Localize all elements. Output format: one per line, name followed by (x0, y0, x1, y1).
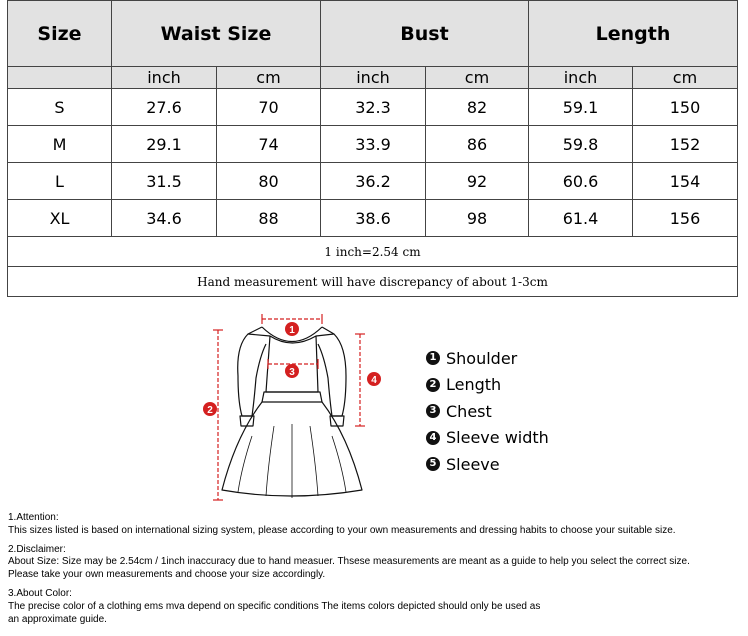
size-label: XL (8, 200, 112, 237)
legend-label: Chest (446, 401, 492, 421)
legend-item (426, 425, 549, 452)
table-cell: 154 (633, 163, 738, 200)
table-cell: 27.6 (112, 89, 217, 126)
unit-blank (8, 67, 112, 89)
table-cell: 156 (633, 200, 738, 237)
bust-header: Bust (321, 1, 529, 67)
color-text: The precise color of a clothing ems mva depend on specific conditions The items colors depicted should only be used as (8, 600, 541, 612)
measurement-legend (426, 345, 549, 478)
table-cell: 59.8 (529, 126, 633, 163)
table-cell: 36.2 (321, 163, 426, 200)
table-cell: 92 (426, 163, 529, 200)
table-cell: 38.6 (321, 200, 426, 237)
table-cell: 29.1 (112, 126, 217, 163)
legend-number: 3 (426, 404, 440, 418)
table-row (8, 163, 738, 200)
legend-label: Sleeve width (446, 428, 549, 448)
marker-3-label: 3 (289, 367, 295, 378)
table-cell: 150 (633, 89, 738, 126)
dress-measurement-diagram (200, 306, 390, 504)
table-row (8, 89, 738, 126)
attention-title: 1.Attention: (8, 512, 59, 523)
size-chart-table (7, 0, 738, 297)
table-cell: 31.5 (112, 163, 217, 200)
marker-3 (285, 364, 299, 378)
marker-2-label: 2 (207, 405, 213, 416)
color-title: 3.About Color: (8, 587, 72, 599)
legend-number: 5 (426, 457, 440, 471)
length-header: Length (529, 1, 738, 67)
unit-row (8, 67, 738, 89)
table-cell: 60.6 (529, 163, 633, 200)
table-row (8, 126, 738, 163)
legend-item (426, 398, 549, 425)
unit-cell: cm (426, 67, 529, 89)
legend-label: Shoulder (446, 348, 518, 368)
legend-number: 4 (426, 431, 440, 445)
unit-cell: cm (633, 67, 738, 89)
table-cell: 98 (426, 200, 529, 237)
table-cell: 70 (217, 89, 321, 126)
header-row (8, 1, 738, 67)
legend-label: Sleeve (446, 454, 500, 474)
unit-cell: inch (529, 67, 633, 89)
table-cell: 82 (426, 89, 529, 126)
table-cell: 74 (217, 126, 321, 163)
table-cell: 88 (217, 200, 321, 237)
unit-cell: cm (217, 67, 321, 89)
legend-item (426, 451, 549, 478)
unit-cell: inch (321, 67, 426, 89)
disclaimer-text: About Size: Size may be 2.54cm / 1inch inaccuracy due to hand measuer. Thsese measurements are meant as a guide to help you select the correct size. (8, 556, 690, 568)
discrepancy-row (8, 267, 738, 297)
table-cell: 32.3 (321, 89, 426, 126)
disclaimer-title: 2.Disclaimer: (8, 543, 66, 555)
conversion-note: 1 inch=2.54 cm (8, 237, 738, 267)
legend-item (426, 372, 549, 399)
legend-number: 1 (426, 351, 440, 365)
marker-1-label: 1 (289, 325, 295, 336)
dress-illustration (222, 327, 362, 498)
table-cell: 33.9 (321, 126, 426, 163)
table-cell: 86 (426, 126, 529, 163)
marker-1 (285, 322, 299, 336)
legend-item (426, 345, 549, 372)
table-cell: 59.1 (529, 89, 633, 126)
conversion-row (8, 237, 738, 267)
table-cell: 34.6 (112, 200, 217, 237)
marker-2 (203, 402, 217, 416)
size-header: Size (8, 1, 112, 67)
size-label: S (8, 89, 112, 126)
table-row (8, 200, 738, 237)
disclaimer-text: Please take your own measurements and choose your size accordingly. (8, 569, 326, 581)
size-label: M (8, 126, 112, 163)
unit-cell: inch (112, 67, 217, 89)
table-cell: 152 (633, 126, 738, 163)
legend-label: Length (446, 375, 502, 395)
marker-4 (367, 372, 381, 386)
size-label: L (8, 163, 112, 200)
waist-header: Waist Size (112, 1, 321, 67)
color-text: an approximate guide. (8, 613, 107, 625)
notes-section (8, 512, 746, 626)
legend-number: 2 (426, 378, 440, 392)
table-cell: 80 (217, 163, 321, 200)
marker-4-label: 4 (371, 375, 377, 386)
table-cell: 61.4 (529, 200, 633, 237)
discrepancy-note: Hand measurement will have discrepancy of about 1-3cm (8, 267, 738, 297)
attention-text: This sizes listed is based on international sizing system, please according to your own measurements and dressing habits to choose your suitable size. (8, 524, 676, 536)
